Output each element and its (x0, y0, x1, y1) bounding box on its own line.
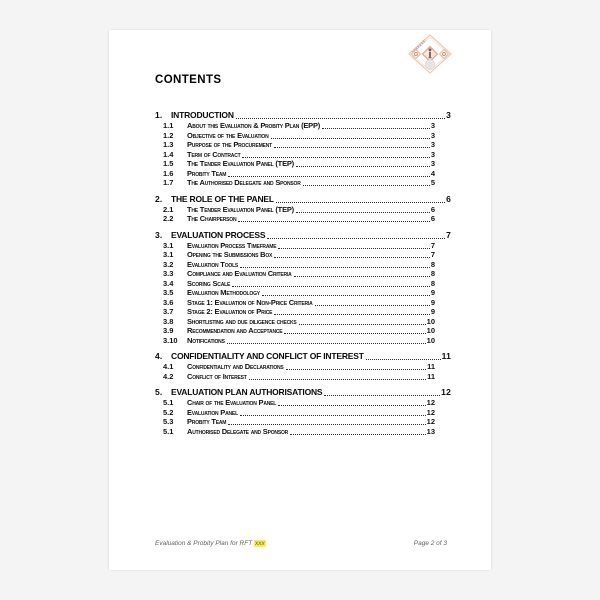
toc-entry[interactable] (109, 326, 491, 336)
dot-leader (296, 166, 430, 167)
toc-entry-label: The Tender Evaluation Panel (TEP) (187, 204, 294, 214)
toc-entry-number: 3.9 (163, 326, 174, 335)
toc-entry-label: Compliance and Evaluation Criteria (187, 269, 292, 278)
toc-entry-number: 5.2 (163, 407, 174, 417)
dot-leader (238, 221, 429, 222)
toc-entry-number: 1.4 (163, 149, 174, 159)
toc-entry-number: 3.10 (163, 335, 178, 345)
toc-entry-label: Opening the Submissions Box (187, 250, 273, 259)
toc-entry-label: Scoring Scale (187, 278, 231, 288)
toc-entry-page: 10 (426, 316, 435, 326)
toc-entry[interactable] (109, 279, 491, 289)
dot-leader (286, 369, 427, 370)
toc-entry-number: 5.1 (163, 426, 174, 436)
toc-entry[interactable] (109, 241, 491, 251)
toc-entry-number: 3.6 (163, 297, 174, 307)
toc-entry-label: Evaluation Process Timeframe (187, 240, 277, 250)
toc-entry-number: 3. (155, 229, 163, 240)
toc-entry-label: Evaluation Tools (187, 259, 239, 269)
toc-entry-page: 3 (430, 159, 435, 168)
dot-leader (236, 118, 445, 119)
dot-leader (242, 157, 429, 158)
dot-leader (232, 286, 430, 287)
dot-leader (278, 248, 429, 249)
toc-entry-label: Term of Contract (187, 149, 241, 159)
toc-entry-label: Recommendation and Acceptance (187, 326, 283, 335)
toc-entry-page: 3 (430, 140, 435, 149)
toc-entry-label: Confidentiality and Declarations (187, 362, 284, 371)
toc-entry-page: 10 (426, 326, 435, 335)
dot-leader (274, 257, 430, 258)
toc-entry-number: 3.1 (163, 240, 174, 250)
toc-entry[interactable] (109, 417, 491, 427)
toc-entry-page: 7 (430, 250, 435, 259)
toc-entry-number: 3.3 (163, 269, 174, 278)
toc-entry-page: 12 (426, 417, 435, 426)
toc-entry-number: 1.1 (163, 121, 174, 130)
dot-leader (276, 202, 445, 203)
dot-leader (274, 147, 430, 148)
dot-leader (324, 395, 440, 396)
toc-entry-page: 12 (426, 407, 435, 417)
toc-entry[interactable] (109, 351, 491, 362)
dot-leader (262, 295, 430, 296)
toc-entry[interactable] (109, 194, 491, 205)
toc-entry[interactable] (109, 288, 491, 298)
toc-entry-page: 6 (446, 193, 451, 204)
dot-leader (240, 267, 430, 268)
footer-document-title (155, 540, 266, 548)
toc-entry[interactable] (109, 121, 491, 131)
toc-entry-page: 3 (430, 130, 435, 140)
contents-heading: CONTENTS (155, 74, 222, 86)
toc-entry-label: Stage 2: Evaluation of Price (187, 307, 273, 316)
dot-leader (228, 176, 430, 177)
toc-entry-page: 8 (430, 278, 435, 288)
toc-entry[interactable] (109, 298, 491, 308)
toc-entry[interactable] (109, 110, 491, 121)
toc-entry-label: Purpose of the Procurement (187, 140, 272, 149)
toc-entry-label: The Chairperson (187, 214, 237, 223)
toc-entry-label: INTRODUCTION (171, 110, 234, 120)
toc-entry-page: 9 (430, 297, 435, 307)
toc-entry-page: 4 (430, 168, 435, 178)
table-of-contents (109, 110, 491, 436)
dot-leader (271, 138, 430, 139)
toc-entry-label: Conflict of Interest (187, 371, 247, 381)
footer-title-text: Evaluation & Probity Plan for RFT (155, 540, 254, 547)
toc-entry-label: Stage 1: Evaluation of Non-Price Criteria (187, 297, 313, 307)
toc-entry[interactable] (109, 250, 491, 260)
toc-entry-number: 5.3 (163, 417, 174, 426)
toc-entry-page: 10 (426, 335, 435, 345)
toc-entry[interactable] (109, 408, 491, 418)
toc-entry-label: EVALUATION PROCESS (171, 229, 266, 240)
footer-highlighted-text: xxx (255, 540, 265, 547)
toc-entry-page: 11 (427, 362, 435, 371)
certification-stamp-icon (408, 34, 452, 74)
dot-leader (267, 238, 445, 239)
toc-entry[interactable] (109, 362, 491, 372)
toc-entry-number: 3.1 (163, 250, 174, 259)
dot-leader (274, 314, 430, 315)
toc-entry-number: 5. (155, 387, 163, 397)
toc-entry[interactable] (109, 427, 491, 437)
toc-entry-page: 6 (430, 204, 435, 214)
dot-leader (278, 405, 426, 406)
dot-leader (315, 305, 430, 306)
toc-entry[interactable] (109, 140, 491, 150)
toc-entry-number: 4.2 (163, 371, 174, 381)
toc-entry-label: EVALUATION PLAN AUTHORISATIONS (171, 387, 323, 397)
toc-entry-page: 12 (441, 387, 451, 397)
dot-leader (366, 359, 441, 360)
toc-entry[interactable] (109, 398, 491, 408)
toc-entry-number: 1.7 (163, 178, 174, 187)
toc-entry[interactable] (109, 205, 491, 215)
toc-entry-number: 2.1 (163, 204, 174, 214)
toc-entry-number: 2.2 (163, 214, 174, 223)
toc-entry-number: 5.1 (163, 398, 174, 407)
toc-entry-page: 5 (430, 178, 435, 187)
toc-entry-number: 1.2 (163, 130, 174, 140)
document-page (109, 30, 491, 570)
toc-entry-label: CONFIDENTIALITY AND CONFLICT OF INTEREST (171, 351, 364, 361)
toc-entry-number: 3.2 (163, 259, 174, 269)
dot-leader (299, 324, 426, 325)
toc-entry-label: About this Evaluation & Probity Plan (EPP) (187, 121, 321, 130)
toc-entry-page: 3 (446, 110, 451, 120)
toc-entry[interactable] (109, 131, 491, 141)
toc-entry-number: 4.1 (163, 362, 174, 371)
toc-entry-label: Authorised Delegate and Sponsor (187, 426, 289, 436)
toc-entry-number: 1.6 (163, 168, 174, 178)
dot-leader (240, 415, 426, 416)
toc-entry-page: 8 (430, 259, 435, 269)
toc-entry-label: Objective of the Evaluation (187, 130, 269, 140)
toc-entry[interactable] (109, 317, 491, 327)
toc-entry[interactable] (109, 230, 491, 241)
toc-entry-page: 11 (441, 351, 451, 361)
dot-leader (284, 333, 425, 334)
toc-entry-page: 13 (426, 426, 435, 436)
toc-entry[interactable] (109, 214, 491, 224)
toc-entry[interactable] (109, 372, 491, 382)
dot-leader (322, 128, 430, 129)
toc-entry-number: 3.8 (163, 316, 174, 326)
toc-entry-number: 3.5 (163, 288, 174, 297)
toc-entry-label: Evaluation Panel (187, 407, 238, 417)
toc-entry-number: 1.5 (163, 159, 174, 168)
toc-entry-label: Shortlisting and due diligence checks (187, 316, 297, 326)
toc-entry[interactable] (109, 260, 491, 270)
toc-entry[interactable] (109, 269, 491, 279)
dot-leader (296, 212, 430, 213)
toc-entry-label: Chair of the Evaluation Panel (187, 398, 277, 407)
toc-entry-page: 12 (426, 398, 435, 407)
toc-entry-page: 8 (430, 269, 435, 278)
toc-entry-label: Notifications (187, 335, 225, 345)
dot-leader (303, 185, 430, 186)
toc-entry-page: 3 (430, 121, 435, 130)
toc-entry-number: 4. (155, 351, 163, 361)
toc-entry[interactable] (109, 178, 491, 188)
dot-leader (249, 379, 426, 380)
dot-leader (228, 424, 425, 425)
toc-entry-page: 3 (430, 149, 435, 159)
toc-entry[interactable] (109, 150, 491, 160)
toc-entry-label: Probity Team (187, 417, 227, 426)
toc-entry-label: The Authorised Delegate and Sponsor (187, 178, 301, 187)
toc-entry-page: 11 (427, 371, 435, 381)
toc-entry-page: 6 (430, 214, 435, 223)
toc-entry-page: 7 (446, 229, 451, 240)
toc-entry[interactable] (109, 387, 491, 398)
dot-leader (290, 434, 426, 435)
toc-entry-label: The Tender Evaluation Panel (TEP) (187, 159, 294, 168)
page-footer (155, 540, 447, 548)
toc-entry[interactable] (109, 307, 491, 317)
toc-entry-number: 1.3 (163, 140, 174, 149)
toc-entry-page: 9 (430, 307, 435, 316)
toc-entry[interactable] (109, 169, 491, 179)
toc-entry-label: Probity Team (187, 168, 227, 178)
toc-entry-label: Evaluation Methodology (187, 288, 260, 297)
toc-entry-number: 3.4 (163, 278, 174, 288)
footer-page-number: Page 2 of 3 (413, 540, 447, 547)
toc-entry-page: 7 (430, 240, 435, 250)
dot-leader (294, 276, 430, 277)
toc-entry-page: 9 (430, 288, 435, 297)
toc-entry-label: THE ROLE OF THE PANEL (171, 193, 274, 204)
toc-entry[interactable] (109, 159, 491, 169)
toc-entry-number: 1. (155, 110, 163, 120)
toc-entry-number: 2. (155, 193, 163, 204)
dot-leader (227, 343, 426, 344)
toc-entry-number: 3.7 (163, 307, 174, 316)
toc-entry[interactable] (109, 336, 491, 346)
